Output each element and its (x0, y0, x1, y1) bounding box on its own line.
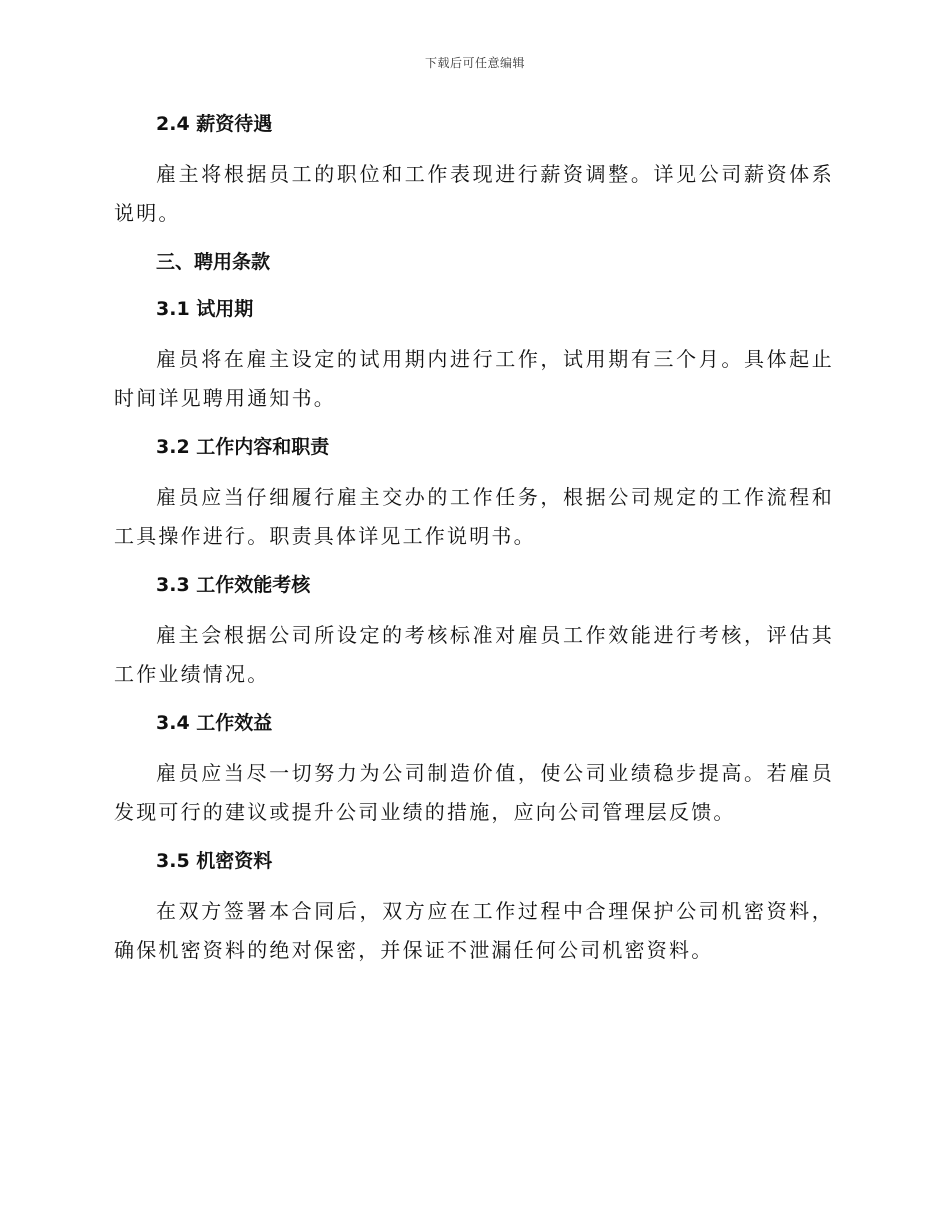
paragraph-duties: 雇员应当仔细履行雇主交办的工作任务，根据公司规定的工作流程和工具操作进行。职责具体详见工作说明书。 (114, 485, 834, 548)
chapter-heading-3: 三、聘用条款 (156, 251, 271, 273)
section-heading-3-1: 3.1 试用期 (156, 298, 254, 320)
section-heading-3-3: 3.3 工作效能考核 (156, 574, 311, 596)
paragraph-benefit: 雇员应当尽一切努力为公司制造价值，使公司业绩稳步提高。若雇员发现可行的建议或提升公司业绩的措施，应向公司管理层反馈。 (114, 761, 834, 824)
section-heading-3-2: 3.2 工作内容和职责 (156, 436, 330, 458)
paragraph-assessment: 雇主会根据公司所设定的考核标准对雇员工作效能进行考核，评估其工作业绩情况。 (114, 623, 834, 686)
section-heading-2-4: 2.4 薪资待遇 (156, 113, 273, 135)
section-heading-3-5: 3.5 机密资料 (156, 850, 273, 872)
paragraph-salary: 雇主将根据员工的职位和工作表现进行薪资调整。详见公司薪资体系说明。 (114, 162, 834, 225)
header-note: 下载后可任意编辑 (424, 56, 525, 70)
paragraph-probation: 雇员将在雇主设定的试用期内进行工作，试用期有三个月。具体起止时间详见聘用通知书。 (114, 347, 834, 410)
paragraph-confidential: 在双方签署本合同后，双方应在工作过程中合理保护公司机密资料，确保机密资料的绝对保密，并保证不泄漏任何公司机密资料。 (114, 899, 834, 962)
section-heading-3-4: 3.4 工作效益 (156, 712, 273, 734)
document-body (114, 108, 834, 970)
